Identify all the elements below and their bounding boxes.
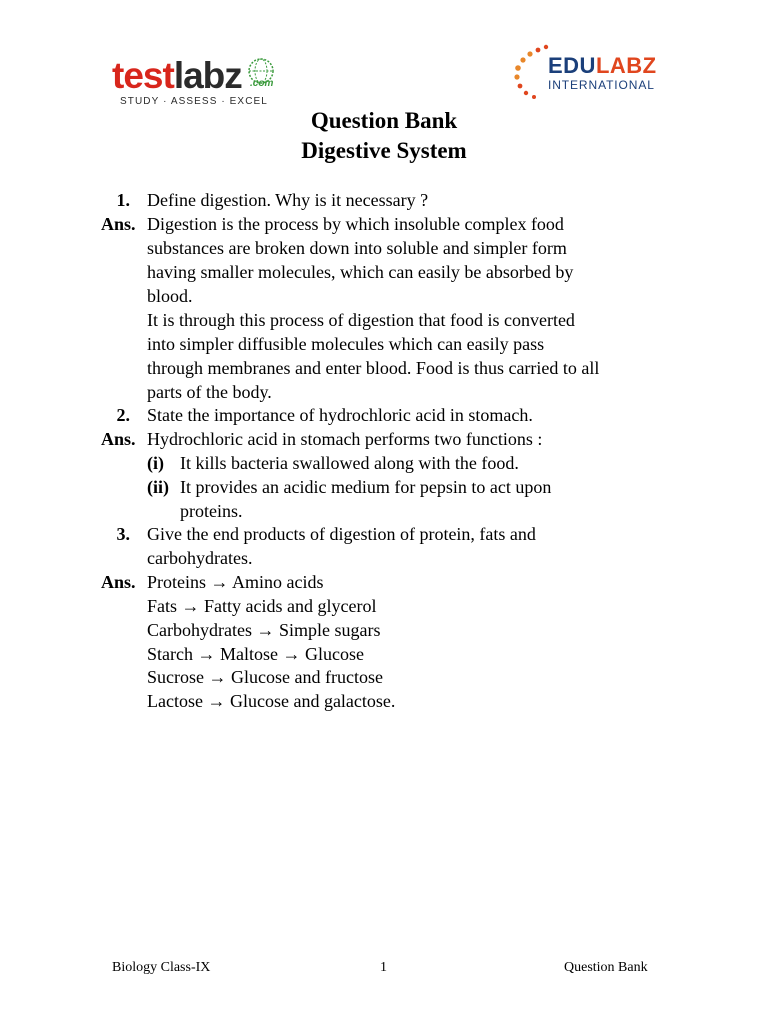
point-label: (ii) xyxy=(147,477,169,497)
answer-line: into simpler diffusible molecules which can easily pass xyxy=(147,334,545,354)
page-subtitle: Digestive System xyxy=(301,138,467,163)
answer-line: It is through this process of digestion that food is converted xyxy=(147,310,575,330)
testlabz-wordmark: testlabz xyxy=(112,55,242,96)
question-text: State the importance of hydrochloric acid in stomach. xyxy=(147,405,533,425)
answer-line: Starch → Maltose → Glucose xyxy=(147,644,364,664)
question-text: carbohydrates. xyxy=(147,548,253,568)
question-text: Give the end products of digestion of protein, fats and xyxy=(147,524,536,544)
point-text: It kills bacteria swallowed along with the food. xyxy=(180,453,519,473)
dots-arc-icon xyxy=(512,44,552,100)
answer-line: through membranes and enter blood. Food is thus carried to all xyxy=(147,358,600,378)
testlabz-tagline: STUDY · ASSESS · EXCEL xyxy=(120,96,268,107)
answer-label: Ans. xyxy=(101,214,136,234)
point-label: (i) xyxy=(147,453,164,473)
answer-line: Proteins → Amino acids xyxy=(147,572,324,592)
question-text: Define digestion. Why is it necessary ? xyxy=(147,190,429,210)
testlabz-logo xyxy=(112,56,282,112)
answer-line: Digestion is the process by which insoluble complex food xyxy=(147,214,564,234)
footer-left: Biology Class-IX xyxy=(112,960,211,975)
answer-line: Fats → Fatty acids and glycerol xyxy=(147,596,377,616)
answer-line: Sucrose → Glucose and fructose xyxy=(147,667,383,687)
footer-right: Question Bank xyxy=(564,960,648,975)
question-number: 2. xyxy=(116,405,130,425)
answer-line: blood. xyxy=(147,286,193,306)
point-text: proteins. xyxy=(180,501,243,521)
answer-label: Ans. xyxy=(101,429,136,449)
answer-line: Carbohydrates → Simple sugars xyxy=(147,620,381,640)
edulabz-logo xyxy=(512,44,662,104)
question-number: 1. xyxy=(116,190,130,210)
point-text: It provides an acidic medium for pepsin to act upon xyxy=(180,477,552,497)
edulabz-wordmark: EDULABZ xyxy=(548,53,657,78)
answer-line: Lactose → Glucose and galactose. xyxy=(147,691,396,711)
answer-line: having smaller molecules, which can easily be absorbed by xyxy=(147,262,574,282)
edulabz-subtitle: INTERNATIONAL xyxy=(548,78,655,92)
answer-line: parts of the body. xyxy=(147,382,272,402)
answer-line: substances are broken down into soluble and simpler form xyxy=(147,238,567,258)
answer-line: Hydrochloric acid in stomach performs two functions : xyxy=(147,429,543,449)
page-title: Question Bank xyxy=(310,108,458,133)
page-number: 1 xyxy=(380,960,387,975)
answer-label: Ans. xyxy=(101,572,136,592)
testlabz-suffix: .com xyxy=(250,78,274,89)
question-number: 3. xyxy=(116,524,130,544)
